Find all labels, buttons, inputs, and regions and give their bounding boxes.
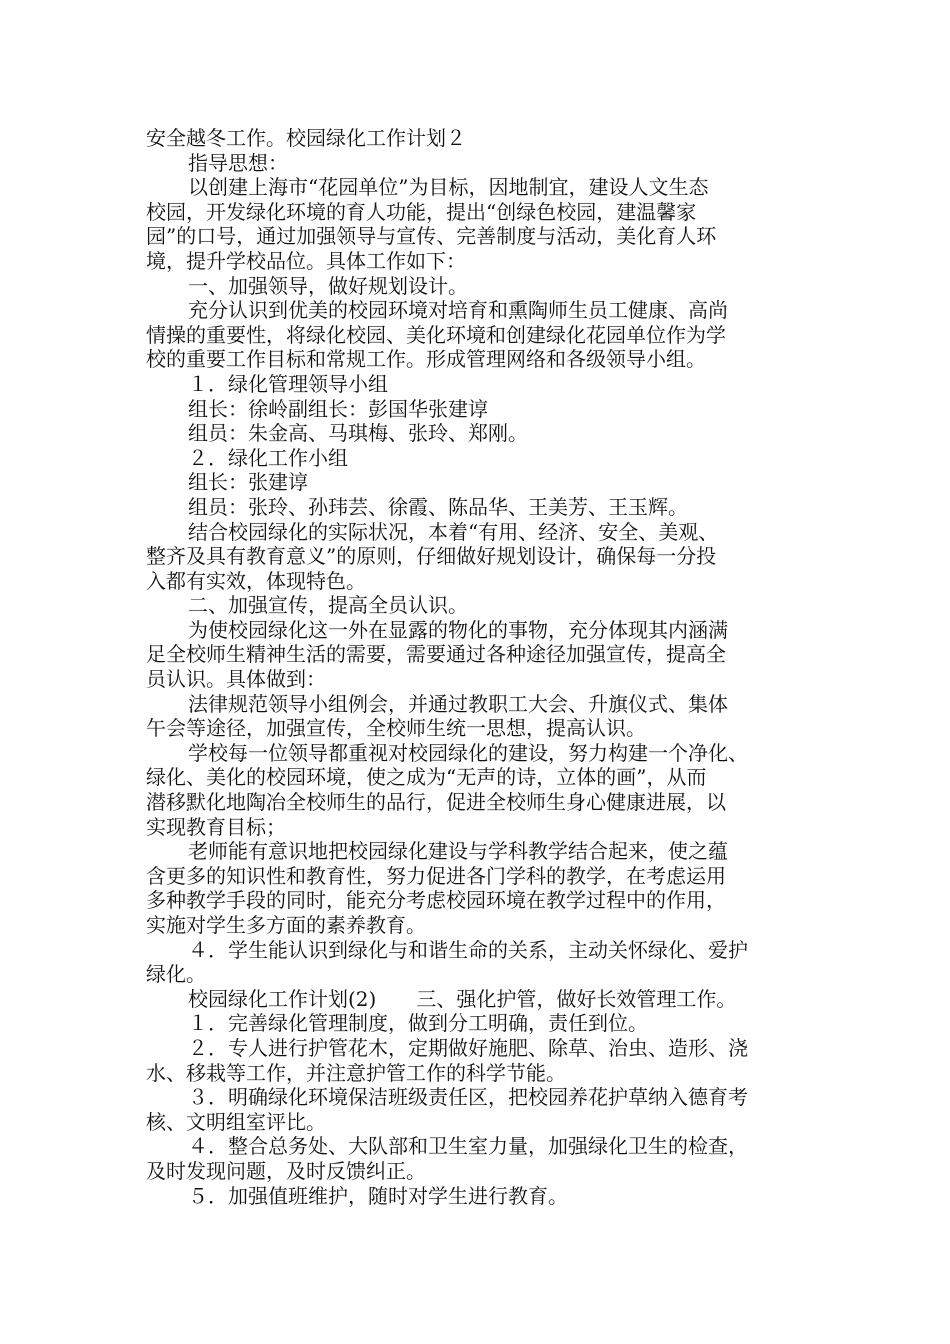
- document-page: [146, 126, 810, 1208]
- text-line: 园”的口号，通过加强领导与宣传、完善制度与活动，美化育人环: [146, 224, 717, 249]
- text-line: 校园绿化工作计划(2) 三、强化护管，做好长效管理工作。: [188, 986, 737, 1011]
- text-line: 水、移栽等工作，并注意护管工作的科学节能。: [146, 1060, 566, 1085]
- text-line: １．完善绿化管理制度，做到分工明确，责任到位。: [188, 1011, 648, 1036]
- text-line: 绿化、美化的校园环境，使之成为“无声的诗，立体的画”，从而: [146, 765, 707, 790]
- text-line: 境，提升学校品位。具体工作如下：: [146, 248, 466, 273]
- text-line: 午会等途径，加强宣传，全校师生统一思想，提高认识。: [146, 716, 646, 741]
- text-line: 结合校园绿化的实际状况，本着“有用、经济、安全、美观、: [188, 519, 719, 544]
- text-line: 组员：朱金高、马琪梅、张玲、郑刚。: [188, 421, 528, 446]
- text-line: 校园，开发绿化环境的育人功能，提出“创绿色校园，建温馨家: [146, 199, 697, 224]
- text-line: 组长：张建谆: [188, 470, 308, 495]
- text-line: 潜移默化地陶冶全校师生的品行，促进全校师生身心健康进展，以: [146, 790, 726, 815]
- text-line: 足全校师生精神生活的需要，需要通过各种途径加强宣传，提高全: [146, 642, 726, 667]
- text-line: 整齐及具有教育意义”的原则，仔细做好规划设计，确保每一分投: [146, 544, 717, 569]
- text-line: ４．学生能认识到绿化与和谐生命的关系，主动关怀绿化、爱护: [188, 937, 748, 962]
- text-line: 核、文明组室评比。: [146, 1109, 326, 1134]
- text-line: 法律规范领导小组例会，并通过教职工大会、升旗仪式、集体: [188, 691, 728, 716]
- text-line: 实现教育目标；: [146, 814, 286, 839]
- text-line: 多种教学手段的同时，能充分考虑校园环境在教学过程中的作用，: [146, 888, 726, 913]
- text-line: ４．整合总务处、大队部和卫生室力量，加强绿化卫生的检查，: [188, 1134, 748, 1159]
- text-line: 校的重要工作目标和常规工作。形成管理网络和各级领导小组。: [146, 347, 706, 372]
- text-line: 二、加强宣传，提高全员认识。: [188, 593, 468, 618]
- text-line: 一、加强领导，做好规划设计。: [188, 273, 468, 298]
- text-line: 入都有实效，体现特色。: [146, 568, 366, 593]
- text-line: 组员：张玲、孙玮芸、徐霞、陈品华、王美芳、王玉辉。: [188, 494, 688, 519]
- text-line: 安全越冬工作。校园绿化工作计划２: [146, 126, 466, 150]
- text-line: 绿化。: [146, 962, 206, 987]
- text-line: 老师能有意识地把校园绿化建设与学科教学结合起来，使之蕴: [188, 839, 728, 864]
- text-line: １．绿化管理领导小组: [188, 371, 388, 396]
- text-line: 学校每一位领导都重视对校园绿化的建设，努力构建一个净化、: [188, 740, 748, 765]
- text-line: 情操的重要性，将绿化校园、美化环境和创建绿化花园单位作为学: [146, 322, 726, 347]
- text-line: 充分认识到优美的校园环境对培育和熏陶师生员工健康、高尚: [188, 298, 728, 323]
- text-line: ２．专人进行护管花木，定期做好施肥、除草、治虫、造形、浇: [188, 1035, 748, 1060]
- text-line: 组长：徐岭副组长：彭国华张建谆: [188, 396, 488, 421]
- text-line: 指导思想：: [188, 150, 288, 175]
- text-line: 以创建上海市“花园单位”为目标，因地制宜，建设人文生态: [188, 175, 709, 200]
- text-line: 实施对学生多方面的素养教育。: [146, 913, 426, 937]
- text-line: 及时发现问题，及时反馈纠正。: [146, 1158, 426, 1183]
- text-line: ５．加强值班维护，随时对学生进行教育。: [188, 1183, 568, 1208]
- text-line: 含更多的知识性和教育性，努力促进各门学科的教学，在考虑运用: [146, 863, 726, 888]
- text-line: ３．明确绿化环境保洁班级责任区，把校园养花护草纳入德育考: [188, 1085, 748, 1110]
- text-line: 员认识。具体做到：: [146, 667, 326, 692]
- text-line: ２．绿化工作小组: [188, 445, 348, 470]
- text-line: 为使校园绿化这一外在显露的物化的事物，充分体现其内涵满: [188, 617, 728, 642]
